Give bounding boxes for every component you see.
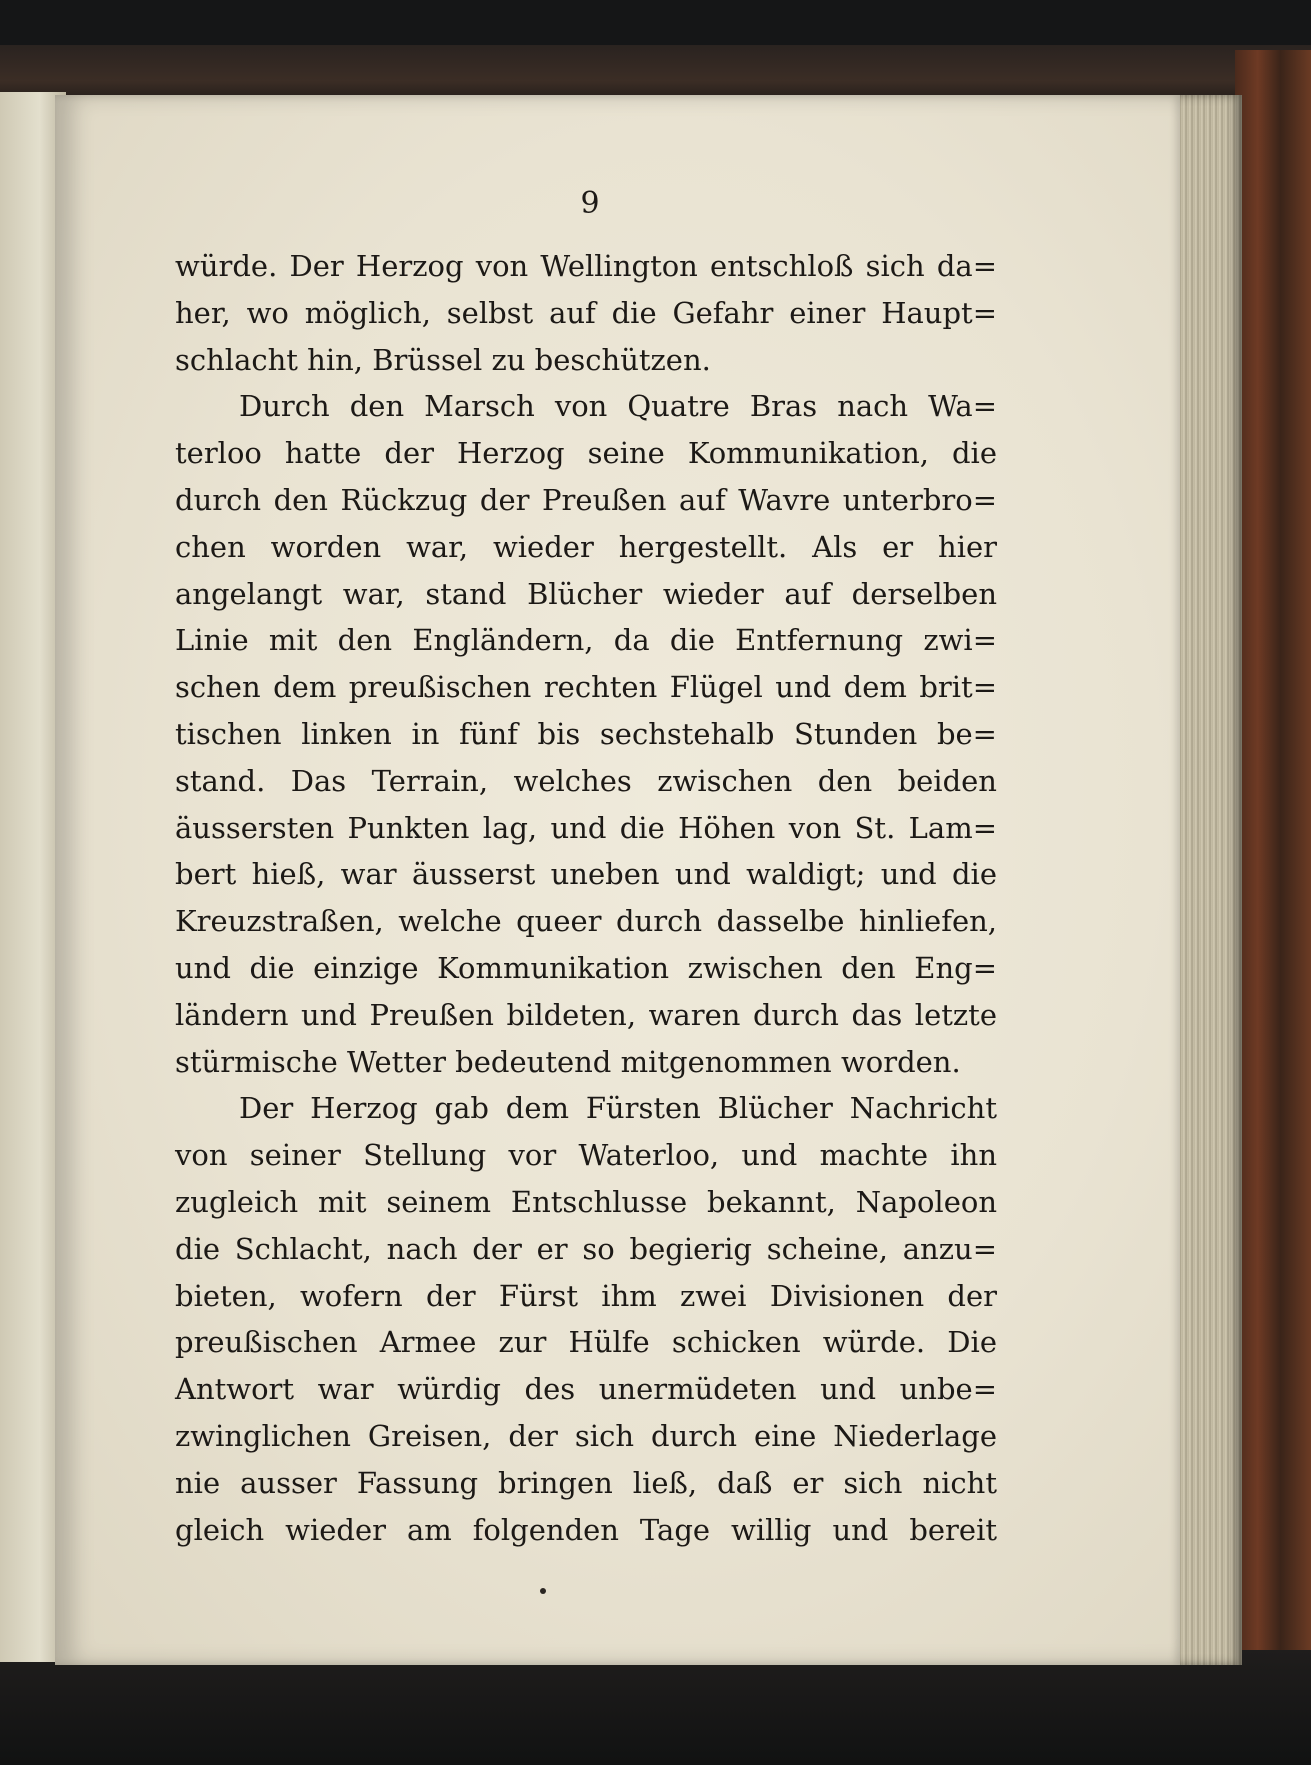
text-line: nie ausser Fassung bringen ließ, daß er sich nicht xyxy=(175,1465,997,1500)
book-cover-right xyxy=(1235,50,1311,1710)
text-line: die Schlacht, nach der er so begierig scheine, anzu= xyxy=(175,1231,997,1266)
text-line: Linie mit den Engländern, da die Entfernung zwi= xyxy=(175,623,997,658)
page-number: 9 xyxy=(580,186,600,221)
text-line: Durch den Marsch von Quatre Bras nach Wa= xyxy=(239,389,997,424)
text-line: preußischen Armee zur Hülfe schicken würde. Die xyxy=(175,1325,997,1360)
text-line: von seiner Stellung vor Waterloo, und machte ihn xyxy=(175,1138,997,1173)
text-line: terloo hatte der Herzog seine Kommunikation, die xyxy=(175,436,997,471)
text-line: Antwort war würdig des unermüdeten und unbe= xyxy=(175,1372,997,1407)
text-line: durch den Rückzug der Preußen auf Wavre unterbro= xyxy=(175,482,997,517)
text-line: bert hieß, war äusserst uneben und waldigt; und die xyxy=(175,857,997,892)
text-line: zugleich mit seinem Entschlusse bekannt, Napoleon xyxy=(175,1184,997,1219)
page-block-edges xyxy=(1170,95,1242,1665)
text-line: angelangt war, stand Blücher wieder auf derselben xyxy=(175,576,997,611)
text-line: würde. Der Herzog von Wellington entschloß sich da= xyxy=(175,249,997,283)
text-line: bieten, wofern der Fürst ihm zwei Divisionen der xyxy=(175,1278,997,1313)
book-cover-bottom xyxy=(0,1650,1311,1765)
text-line: stand. Das Terrain, welches zwischen den beiden xyxy=(175,763,997,798)
text-line: tischen linken in fünf bis sechstehalb Stunden be= xyxy=(175,716,997,751)
text-line: stürmische Wetter bedeutend mitgenommen worden. xyxy=(175,1044,961,1079)
text-line: Kreuzstraßen, welche queer durch dasselbe hinliefen, xyxy=(175,904,997,939)
text-line: Der Herzog gab dem Fürsten Blücher Nachricht xyxy=(239,1091,997,1126)
text-line: chen worden war, wieder hergestellt. Als er hier xyxy=(175,529,997,564)
ink-dot xyxy=(540,1588,546,1594)
text-line: gleich wieder am folgenden Tage willig und bereit xyxy=(175,1512,997,1547)
text-line: schen dem preußischen rechten Flügel und dem brit= xyxy=(175,670,997,705)
text-line: ländern und Preußen bildeten, waren durch das letzte xyxy=(175,997,997,1032)
text-line: und die einzige Kommunikation zwischen den Eng= xyxy=(175,950,997,985)
text-line: her, wo möglich, selbst auf die Gefahr einer Haupt= xyxy=(175,295,997,330)
text-line: schlacht hin, Brüssel zu beschützen. xyxy=(175,342,711,377)
text-line: äussersten Punkten lag, und die Höhen von St. Lam= xyxy=(175,810,997,845)
text-line: zwinglichen Greisen, der sich durch eine Niederlage xyxy=(175,1418,997,1453)
page-text xyxy=(175,243,997,1553)
